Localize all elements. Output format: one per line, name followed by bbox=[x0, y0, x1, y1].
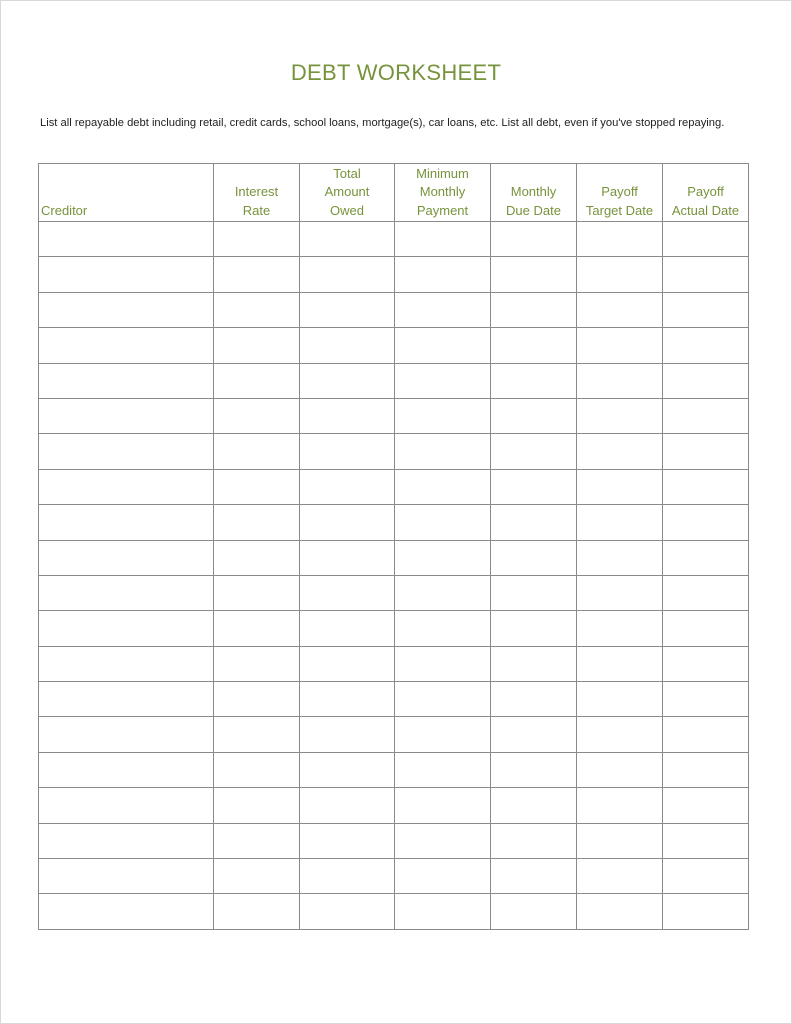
table-cell[interactable] bbox=[577, 292, 663, 327]
table-cell[interactable] bbox=[395, 363, 491, 398]
table-cell[interactable] bbox=[577, 752, 663, 787]
table-cell[interactable] bbox=[214, 646, 300, 681]
table-cell[interactable] bbox=[491, 292, 577, 327]
table-cell[interactable] bbox=[491, 717, 577, 752]
table-cell[interactable] bbox=[300, 292, 395, 327]
table-cell[interactable] bbox=[577, 257, 663, 292]
table-cell[interactable] bbox=[663, 611, 749, 646]
table-cell[interactable] bbox=[395, 788, 491, 823]
table-cell[interactable] bbox=[300, 894, 395, 929]
table-cell[interactable] bbox=[300, 788, 395, 823]
table-body bbox=[39, 222, 749, 930]
table-cell[interactable] bbox=[214, 894, 300, 929]
table-cell[interactable] bbox=[663, 540, 749, 575]
table-cell[interactable] bbox=[39, 222, 214, 257]
table-cell[interactable] bbox=[577, 788, 663, 823]
table-cell[interactable] bbox=[395, 717, 491, 752]
table-cell[interactable] bbox=[39, 363, 214, 398]
table-cell[interactable] bbox=[395, 611, 491, 646]
table-cell[interactable] bbox=[300, 717, 395, 752]
table-cell[interactable] bbox=[491, 257, 577, 292]
table-cell[interactable] bbox=[214, 611, 300, 646]
table-row bbox=[39, 646, 749, 681]
table-cell[interactable] bbox=[300, 611, 395, 646]
table-cell[interactable] bbox=[395, 894, 491, 929]
table-cell[interactable] bbox=[663, 788, 749, 823]
table-cell[interactable] bbox=[300, 257, 395, 292]
table-cell[interactable] bbox=[663, 646, 749, 681]
table-cell[interactable] bbox=[214, 363, 300, 398]
table-cell[interactable] bbox=[577, 469, 663, 504]
table-cell[interactable] bbox=[39, 328, 214, 363]
table-cell[interactable] bbox=[214, 717, 300, 752]
table-cell[interactable] bbox=[300, 469, 395, 504]
table-row bbox=[39, 717, 749, 752]
table-cell[interactable] bbox=[577, 682, 663, 717]
table-cell[interactable] bbox=[300, 434, 395, 469]
table-cell[interactable] bbox=[395, 540, 491, 575]
table-row bbox=[39, 398, 749, 433]
table-cell[interactable] bbox=[577, 328, 663, 363]
page-title: DEBT WORKSHEET bbox=[290, 60, 502, 85]
table-cell[interactable] bbox=[39, 752, 214, 787]
table-row bbox=[39, 752, 749, 787]
table-cell[interactable] bbox=[663, 398, 749, 433]
table-cell[interactable] bbox=[39, 469, 214, 504]
table-row bbox=[39, 292, 749, 327]
column-header-interest-rate: Interest Rate bbox=[214, 164, 300, 222]
table-cell[interactable] bbox=[214, 257, 300, 292]
table-cell[interactable] bbox=[663, 752, 749, 787]
table-cell[interactable] bbox=[491, 540, 577, 575]
header-row bbox=[39, 164, 749, 222]
table-cell[interactable] bbox=[577, 611, 663, 646]
table-cell[interactable] bbox=[300, 540, 395, 575]
table-cell[interactable] bbox=[39, 575, 214, 610]
table-cell[interactable] bbox=[39, 859, 214, 894]
instructions-text: List all repayable debt including retail, credit cards, school loans, mortgage(s), car loans, etc. List all debt, even if you've stopped repaying. bbox=[40, 117, 725, 129]
table-row bbox=[39, 363, 749, 398]
table-cell[interactable] bbox=[300, 575, 395, 610]
table-cell[interactable] bbox=[491, 575, 577, 610]
table-cell[interactable] bbox=[395, 575, 491, 610]
table-cell[interactable] bbox=[39, 505, 214, 540]
table-cell[interactable] bbox=[663, 894, 749, 929]
table-cell[interactable] bbox=[491, 505, 577, 540]
table-row bbox=[39, 575, 749, 610]
table-cell[interactable] bbox=[577, 540, 663, 575]
table-cell[interactable] bbox=[214, 823, 300, 858]
table-cell[interactable] bbox=[577, 859, 663, 894]
table-cell[interactable] bbox=[214, 292, 300, 327]
table-cell[interactable] bbox=[214, 328, 300, 363]
table-cell[interactable] bbox=[663, 717, 749, 752]
table-cell[interactable] bbox=[663, 682, 749, 717]
table-cell[interactable] bbox=[491, 682, 577, 717]
table-cell[interactable] bbox=[395, 222, 491, 257]
table-row bbox=[39, 257, 749, 292]
table-cell[interactable] bbox=[395, 646, 491, 681]
column-header-payoff-target-date: Payoff Target Date bbox=[577, 164, 663, 222]
table-cell[interactable] bbox=[39, 292, 214, 327]
table-cell[interactable] bbox=[39, 398, 214, 433]
table-cell[interactable] bbox=[577, 363, 663, 398]
table-cell[interactable] bbox=[663, 363, 749, 398]
table-cell[interactable] bbox=[214, 469, 300, 504]
column-header-payoff-actual-date: Payoff Actual Date bbox=[663, 164, 749, 222]
table-cell[interactable] bbox=[491, 611, 577, 646]
table-cell[interactable] bbox=[214, 434, 300, 469]
table-cell[interactable] bbox=[300, 505, 395, 540]
table-cell[interactable] bbox=[39, 540, 214, 575]
table-cell[interactable] bbox=[577, 823, 663, 858]
table-cell[interactable] bbox=[491, 398, 577, 433]
table-cell[interactable] bbox=[395, 823, 491, 858]
table-cell[interactable] bbox=[663, 222, 749, 257]
table-cell[interactable] bbox=[214, 540, 300, 575]
table-cell[interactable] bbox=[300, 859, 395, 894]
table-cell[interactable] bbox=[577, 575, 663, 610]
table-cell[interactable] bbox=[300, 222, 395, 257]
table-cell[interactable] bbox=[663, 257, 749, 292]
table-cell[interactable] bbox=[300, 398, 395, 433]
table-row bbox=[39, 505, 749, 540]
table-row bbox=[39, 788, 749, 823]
table-cell[interactable] bbox=[300, 823, 395, 858]
table-cell[interactable] bbox=[577, 505, 663, 540]
table-cell[interactable] bbox=[577, 717, 663, 752]
table-cell[interactable] bbox=[395, 752, 491, 787]
table-cell[interactable] bbox=[300, 363, 395, 398]
table-row bbox=[39, 328, 749, 363]
column-header-minimum-monthly-payment: Minimum Monthly Payment bbox=[395, 164, 491, 222]
table-cell[interactable] bbox=[395, 469, 491, 504]
table-cell[interactable] bbox=[214, 682, 300, 717]
table-cell[interactable] bbox=[300, 682, 395, 717]
column-header-total-amount-owed: Total Amount Owed bbox=[300, 164, 395, 222]
table-cell[interactable] bbox=[491, 646, 577, 681]
table-cell[interactable] bbox=[214, 505, 300, 540]
table-cell[interactable] bbox=[491, 894, 577, 929]
table-cell[interactable] bbox=[300, 646, 395, 681]
table-row bbox=[39, 823, 749, 858]
table-row bbox=[39, 434, 749, 469]
table-cell[interactable] bbox=[395, 292, 491, 327]
table-row bbox=[39, 894, 749, 929]
column-header-monthly-due-date: Monthly Due Date bbox=[491, 164, 577, 222]
table-cell[interactable] bbox=[491, 823, 577, 858]
column-header-creditor: Creditor bbox=[39, 164, 214, 222]
table-cell[interactable] bbox=[577, 398, 663, 433]
table-cell[interactable] bbox=[214, 575, 300, 610]
table-row bbox=[39, 682, 749, 717]
table-cell[interactable] bbox=[395, 505, 491, 540]
table-cell[interactable] bbox=[395, 257, 491, 292]
table-cell[interactable] bbox=[577, 434, 663, 469]
table-cell[interactable] bbox=[395, 434, 491, 469]
table-cell[interactable] bbox=[577, 894, 663, 929]
table-cell[interactable] bbox=[491, 328, 577, 363]
table-cell[interactable] bbox=[300, 328, 395, 363]
table-row bbox=[39, 469, 749, 504]
table-cell[interactable] bbox=[663, 328, 749, 363]
table-cell[interactable] bbox=[577, 646, 663, 681]
table-cell[interactable] bbox=[491, 859, 577, 894]
table-cell[interactable] bbox=[39, 788, 214, 823]
table-cell[interactable] bbox=[491, 469, 577, 504]
debt-table bbox=[38, 163, 749, 930]
table-cell[interactable] bbox=[214, 788, 300, 823]
table-cell[interactable] bbox=[39, 611, 214, 646]
table-cell[interactable] bbox=[39, 646, 214, 681]
table-cell[interactable] bbox=[395, 859, 491, 894]
table-cell[interactable] bbox=[491, 752, 577, 787]
table-cell[interactable] bbox=[491, 788, 577, 823]
table-cell[interactable] bbox=[214, 859, 300, 894]
table-cell[interactable] bbox=[491, 222, 577, 257]
table-row bbox=[39, 611, 749, 646]
table-cell[interactable] bbox=[491, 363, 577, 398]
table-cell[interactable] bbox=[663, 575, 749, 610]
table-row bbox=[39, 859, 749, 894]
table-cell[interactable] bbox=[39, 823, 214, 858]
table-cell[interactable] bbox=[663, 859, 749, 894]
table-cell[interactable] bbox=[39, 257, 214, 292]
table-cell[interactable] bbox=[39, 717, 214, 752]
table-cell[interactable] bbox=[663, 292, 749, 327]
table-cell[interactable] bbox=[214, 752, 300, 787]
table-cell[interactable] bbox=[491, 434, 577, 469]
table-cell[interactable] bbox=[663, 505, 749, 540]
table-row bbox=[39, 222, 749, 257]
table-cell[interactable] bbox=[663, 823, 749, 858]
table-cell[interactable] bbox=[395, 398, 491, 433]
table-cell[interactable] bbox=[39, 682, 214, 717]
table-cell[interactable] bbox=[395, 682, 491, 717]
table-cell[interactable] bbox=[39, 894, 214, 929]
table-cell[interactable] bbox=[663, 434, 749, 469]
table-cell[interactable] bbox=[300, 752, 395, 787]
table-row bbox=[39, 540, 749, 575]
table-cell[interactable] bbox=[395, 328, 491, 363]
table-cell[interactable] bbox=[663, 469, 749, 504]
table-cell[interactable] bbox=[577, 222, 663, 257]
table-cell[interactable] bbox=[214, 398, 300, 433]
table-cell[interactable] bbox=[214, 222, 300, 257]
table-cell[interactable] bbox=[39, 434, 214, 469]
